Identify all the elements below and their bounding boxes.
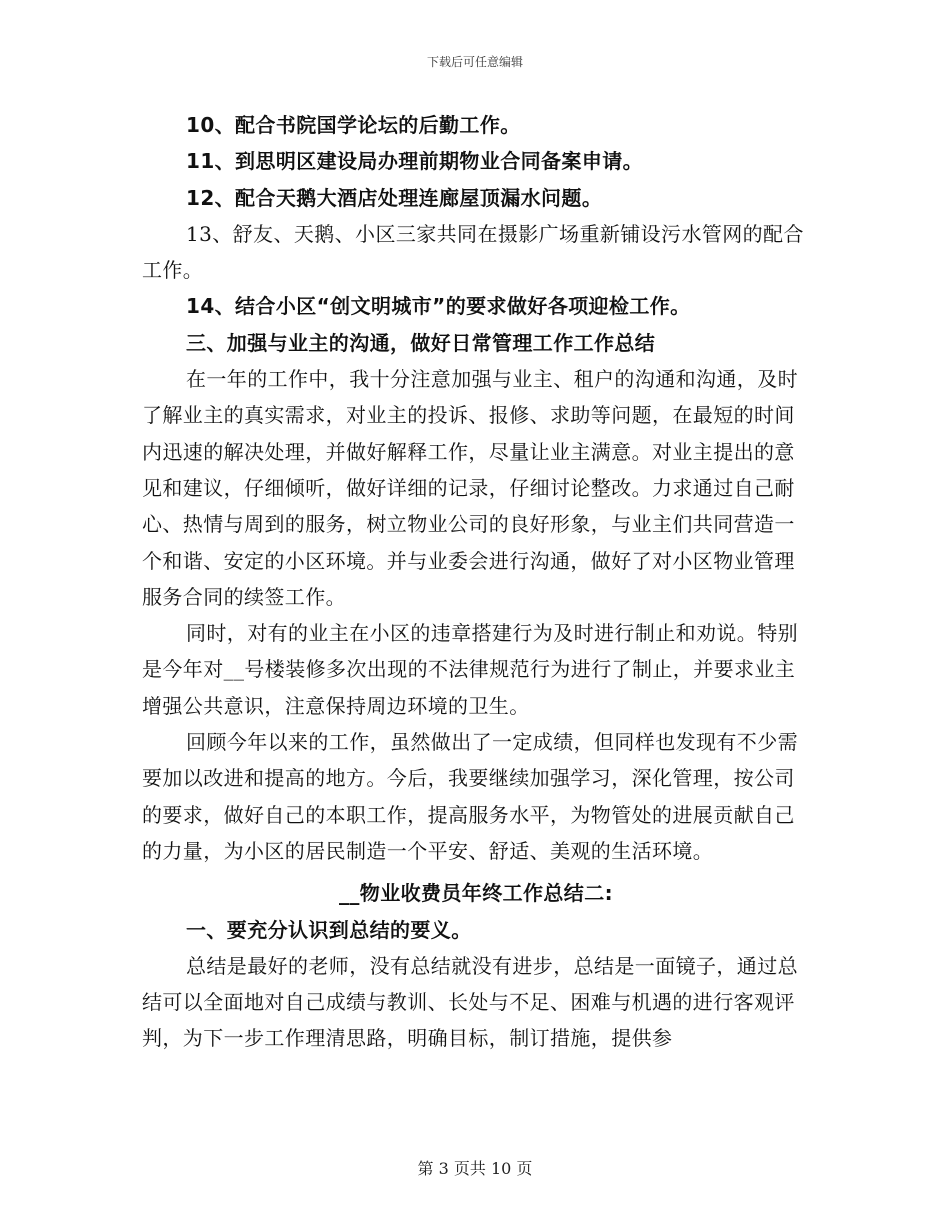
section-heading-3: 三、加强与业主的沟通，做好日常管理工作工作总结 — [186, 330, 656, 355]
body-paragraph: 总结是最好的老师，没有总结就没有进步，总结是一面镜子，通过总结可以全面地对自己成绩与教训、长处与不足、困难与机遇的进行客观评判，为下一步工作理清思路，明确目标，制订措施，提供参 — [142, 953, 798, 1051]
page-number: 第 3 页共 10 页 — [417, 1159, 533, 1178]
document-body — [142, 107, 810, 1057]
list-item-10: 10、配合书院国学论坛的后勤工作。 — [186, 113, 521, 137]
list-item-12: 12、配合天鹅大酒店处理连廊屋顶漏水问题。 — [186, 185, 603, 210]
page-header-note: 下载后可任意编辑 — [426, 55, 523, 69]
list-item-13: 13、舒友、天鹅、小区三家共同在摄影广场重新铺设污水管网的配合工作。 — [142, 221, 804, 283]
list-item-11: 11、到思明区建设局办理前期物业合同备案申请。 — [186, 149, 644, 174]
body-paragraph: 同时，对有的业主在小区的违章搭建行为及时进行制止和劝说。特别是今年对__号楼装修多次出现的不法律规范行为进行了制止，并要求业主增强公共意识，注意保持周边环境的卫生。 — [142, 621, 798, 718]
list-item-14: 14、结合小区“创文明城市”的要求做好各项迎检工作。 — [186, 294, 691, 319]
summary-title: __物业收费员年终工作总结二: — [339, 881, 613, 906]
body-paragraph: 在一年的工作中，我十分注意加强与业主、租户的沟通和沟通，及时了解业主的真实需求，对业主的投诉、报修、求助等问题，在最短的时间内迅速的解决处理，并做好解释工作，尽量让业主满意。对业主提出的意见和建议，仔细倾听，做好详细的记录，仔细讨论整改。力求通过自己耐心、热情与周到的服务，树立物业公司的良好形象，与业主们共同营造一个和谐、安定的小区环境。并与业委会进行沟通，做好了对小区物业管理服务合同的续签工作。 — [142, 367, 798, 609]
section-heading-1: 一、要充分认识到总结的要义。 — [186, 917, 472, 942]
body-paragraph: 回顾今年以来的工作，虽然做出了一定成绩，但同样也发现有不少需要加以改进和提高的地方。今后，我要继续加强学习，深化管理，按公司的要求，做好自己的本职工作，提高服务水平，为物管处的进展贡献自己的力量，为小区的居民制造一个平安、舒适、美观的生活环境。 — [142, 730, 798, 863]
